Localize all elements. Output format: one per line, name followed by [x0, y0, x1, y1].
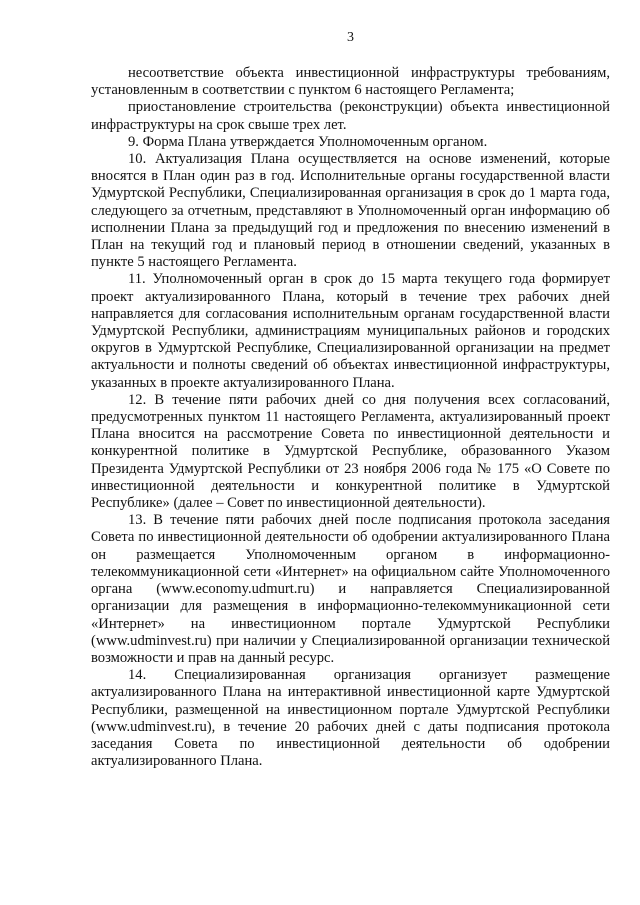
paragraph-clause-suspension: приостановление строительства (реконструкции) объекта инвестиционной инфраструктуры на срок свыше трех лет.	[91, 99, 610, 133]
page-number: 3	[347, 30, 354, 45]
paragraph-12: 12. В течение пяти рабочих дней со дня получения всех согласований, предусмотренных пунктом 11 настоящего Регламента, актуализированный проект Плана вносится на рассмотрение Совета по инвестиционной деятельности и конкурентной политике в Удмуртской Республике, образованного Указом Президента Удмуртской Республики от 23 ноября 2006 года № 175 «О Совете по инвестиционной деятельности и конкурентной политике в Удмуртской Республике» (далее – Совет по инвестиционной деятельности).	[91, 391, 610, 512]
paragraph-10: 10. Актуализация Плана осуществляется на основе изменений, которые вносятся в План один раз в год. Исполнительные органы государственной власти Удмуртской Республики, Специализированная организация в срок до 1 марта года, следующего за отчетным, представляют в Уполномоченный орган информацию об исполнении Плана за предыдущий год и предложения по внесению изменений в План на текущий год и плановый период в отношении сведений, указанных в пункте 5 настоящего Регламента.	[91, 151, 610, 271]
paragraph-11: 11. Уполномоченный орган в срок до 15 марта текущего года формирует проект актуализированного Плана, который в течение трех рабочих дней направляется для согласования исполнительным органам государственной власти Удмуртской Республики, администрациям муниципальных районов и городских округов в Удмуртской Республике, Специализированной организации на предмет актуальности и полноты сведений об объектах инвестиционной инфраструктуры, указанных в проекте актуализированного Плана.	[91, 271, 610, 391]
paragraph-9: 9. Форма Плана утверждается Уполномоченным органом.	[128, 133, 488, 150]
document-body	[91, 65, 610, 770]
paragraph-clause-continuation: несоответствие объекта инвестиционной инфраструктуры требованиям, установленным в соответствии с пунктом 6 настоящего Регламента;	[91, 65, 610, 99]
paragraph-13: 13. В течение пяти рабочих дней после подписания протокола заседания Совета по инвестиционной деятельности об одобрении актуализированного Плана он размещается Уполномоченным органом в информационно-телекоммуникационной сети «Интернет» на официальном сайте Уполномоченного органа (www.economy.udmurt.ru) и направляется Специализированной организации для размещения в информационно-телекоммуникационной сети «Интернет» на инвестиционном портале Удмуртской Республики (www.udminvest.ru) при наличии у Специализированной организации технической возможности и прав на данный ресурс.	[91, 512, 610, 666]
paragraph-14: 14. Специализированная организация организует размещение актуализированного Плана на интерактивной инвестиционной карте Удмуртской Республики, размещенной на инвестиционном портале Удмуртской Республики (www.udminvest.ru), в течение 20 рабочих дней с даты подписания протокола заседания Совета по инвестиционной деятельности об одобрении актуализированного Плана.	[91, 667, 610, 770]
